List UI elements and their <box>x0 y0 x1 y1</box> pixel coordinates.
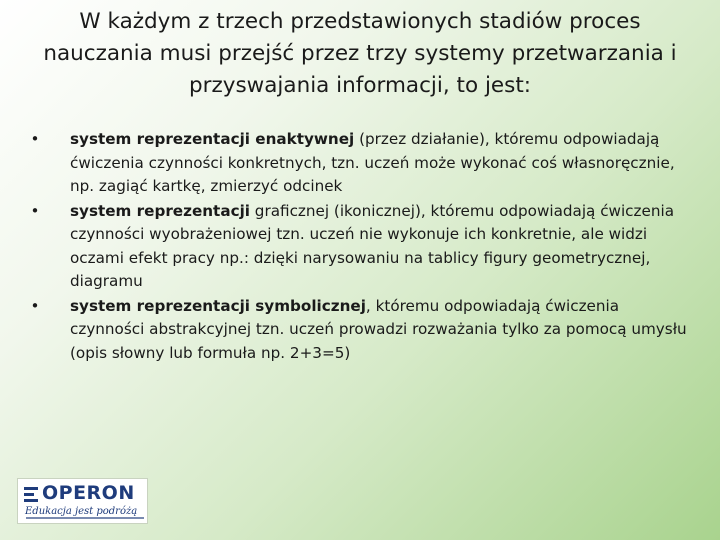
operon-logo-icon <box>24 485 42 507</box>
bullet-bold-text: system reprezentacji symbolicznej <box>70 296 366 315</box>
bullet-marker: • <box>30 296 40 315</box>
operon-logo <box>17 478 148 524</box>
slide-title: W każdym z trzech przedstawionych stadiów proces nauczania musi przejść przez trzy systemy przetwarzania i przyswajania informacji, to jest: <box>43 9 677 98</box>
bullet-bold-text: system reprezentacji <box>70 201 250 220</box>
logo-underline <box>26 517 144 519</box>
bullet-text: , któremu odpowiadają ćwiczenia czynności abstrakcyjnej tzn. uczeń prowadzi rozważania tylko za pomocą umysłu (opis słowny lub formuła np. 2+3=5) <box>70 296 687 362</box>
bullet-marker: • <box>30 201 40 220</box>
bullet-list <box>28 128 698 366</box>
bullet-bold-text: system reprezentacji enaktywnej <box>70 130 355 148</box>
bullet-text: (przez działanie), któremu odpowiadają ćwiczenia czynności konkretnych, tzn. uczeń może wykonać coś własnoręcznie, np. zagiąć kartkę, zmierzyć odcinek <box>70 130 675 195</box>
list-item <box>28 200 698 294</box>
list-item <box>28 128 698 199</box>
logo-tagline: Edukacja jest podróżą <box>25 506 138 517</box>
logo-name: OPERON <box>42 482 135 504</box>
bullet-text: graficznej (ikonicznej), któremu odpowiadają ćwiczenia czynności wyobrażeniowej tzn. uczeń nie wykonuje ich konkretnie, ale widzi oczami efekt pracy np.: dzięki narysowaniu na tablicy figury geometrycznej, diagramu <box>70 201 675 290</box>
bullet-marker: • <box>30 130 40 148</box>
list-item <box>28 295 698 366</box>
